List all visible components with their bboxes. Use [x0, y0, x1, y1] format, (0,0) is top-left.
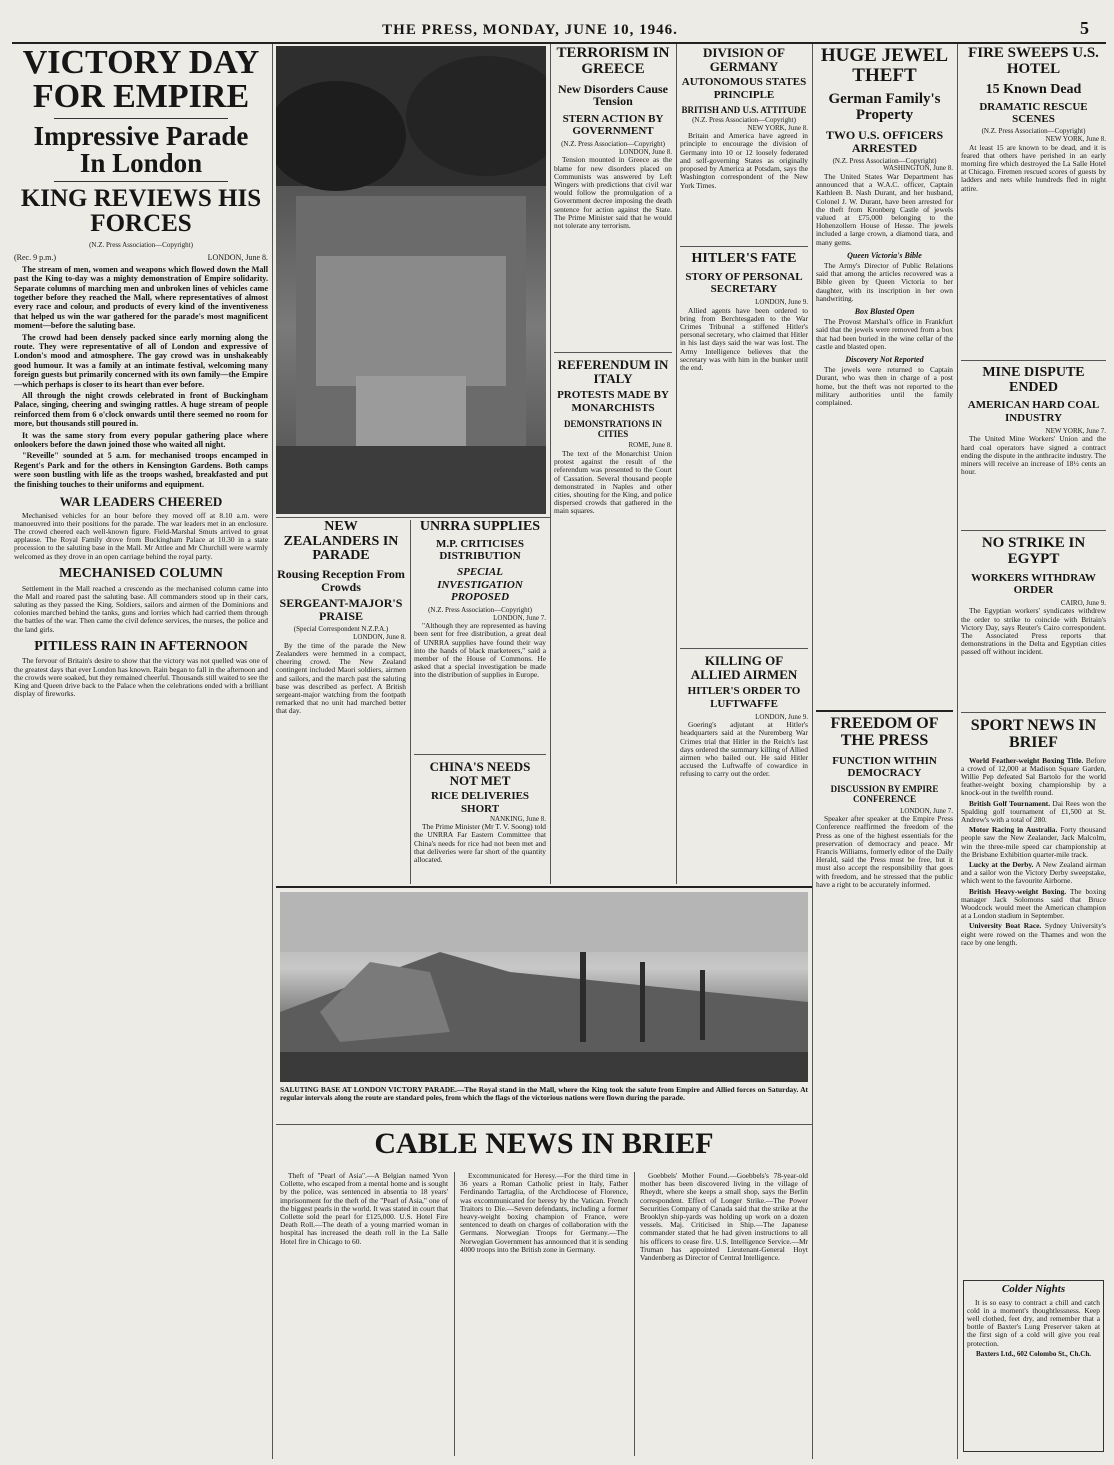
column-rule [454, 1172, 455, 1456]
paragraph: Allied agents have been ordered to bring from Berchtesgaden to the War Crimes Tribunal a stiffened Hitler's personal secretary, who claimed that Hitler in his last days said the war was lost. The Army Intelligence believes that the secretary was with him in the bunker until the end. [680, 305, 808, 373]
paragraph: "Reveille" sounded at 5 a.m. for mechanised troops encamped in Regent's Park and for the others in Kensington Gardens. Both camps were soon bustling with life as the troops washed, breakfasted and put the finishing touches to their uniforms and equipment. [14, 451, 268, 489]
parade-photo [276, 46, 546, 514]
paragraph: The Prime Minister (Mr T. V. Soong) told the UNRRA Far Eastern Committee that China's needs for rice had not been met and that deliveries were far short of the quantity allocated. [414, 822, 546, 865]
china-body [414, 823, 546, 864]
column-rule [676, 44, 677, 884]
paragraph: The Provost Marshal's office in Frankfurt said that the jewels were removed from a box that had been buried in the wine cellar of the castle and blasted open. [816, 317, 953, 351]
divider [961, 712, 1106, 713]
divider [54, 118, 228, 119]
column-rule [410, 520, 411, 884]
fire-body [961, 144, 1106, 193]
hitler-body [680, 307, 808, 373]
dateline: LONDON, June 9. [755, 712, 808, 721]
dateline: LONDON, June 7. [493, 613, 546, 622]
egypt-headline: NO STRIKE IN EGYPT [981, 536, 1086, 567]
referendum-sub: PROTESTS MADE BY MONARCHISTS [557, 389, 669, 414]
saluting-base-art [280, 892, 808, 1082]
nz-parade-body [276, 642, 406, 716]
paragraph: Speaker after speaker at the Empire Press Conference reaffirmed the freedom of the Press as one of the highest essentials for the preservation of democracy and peace. Mr Francis Williams, formerly editor of the Daily Herald, said the Press must be free, but it must also accept the responsibility that goes with freedom, and he stressed that the public have a right to be accurately informed. [816, 814, 953, 889]
jewel-box-body [816, 318, 953, 351]
paragraph: The text of the Monarchist Union protest against the result of the referendum was presented to the Court of Cassation. Several thousand people demonstrated in Naples and other cities, shouting for the King, and police dispersed crowds that gathered in the main squares. [554, 448, 672, 516]
cable-headline: CABLE NEWS IN BRIEF [374, 1128, 714, 1160]
referendum-sub2: DEMONSTRATIONS IN CITIES [563, 418, 663, 439]
germany-body [680, 132, 808, 189]
egypt-sub: WORKERS WITHDRAW ORDER [971, 571, 1096, 597]
divider [54, 181, 228, 182]
press-credit: (N.Z. Press Association—Copyright) [981, 127, 1086, 136]
dateline: CAIRO, June 9. [1060, 598, 1106, 607]
paragraph: At least 15 are known to be dead, and it is feared that others have perished in an early morning fire which destroyed the La Salle Hotel at Chicago. Firemen rescued scores of guests by ladders and nets while hundreds fled in night attire. [961, 142, 1106, 193]
airmen-body [680, 721, 808, 778]
mine-headline: MINE DISPUTE ENDED [982, 366, 1085, 395]
pitiless-subhead: PITILESS RAIN IN AFTERNOON [34, 638, 248, 654]
jewel-article [816, 46, 953, 706]
mine-sub: AMERICAN HARD COAL INDUSTRY [967, 399, 1100, 425]
victory-deck: Impressive Parade [33, 121, 249, 151]
sport-item: Dai Rees won the Spalding golf tournament of £1,500 at St. Andrew's with a total of 280. [961, 798, 1106, 825]
freedom-headline: FREEDOM OF THE PRESS [830, 716, 939, 749]
freedom-article [816, 716, 953, 1456]
paragraph: Excommunicated for Heresy.—For the third time in 36 years a Roman Catholic priest in Italy, Father Ferdinando Tartaglia, of the Archdiocese of Florence, was excommunicated for heresy by the Vatican. French Traitors to Die.—Seven defendants, including a former heavy-weight boxing champion of France, were sentenced to death on charges of collaboration with the Germans. Norwegian Troops for Germany.—The Norwegian Government has announced that it is sending 4000 troops into the British zone in Germany. [460, 1172, 628, 1254]
sport-item-head: Motor Racing in Australia. [969, 825, 1058, 835]
terrorism-headline: TERRORISM IN GREECE [556, 46, 670, 77]
saluting-base-photo [280, 892, 808, 1082]
column-rule [957, 44, 958, 1459]
sport-item-head: Lucky at the Derby. [969, 860, 1034, 870]
referendum-body [554, 450, 672, 516]
paragraph: The United States War Department has announced that a W.A.C. officer, Captain Kathleen B. Nash Durant, and her husband, Colonel J. W. Durant, have been arrested for the theft from Kronberg Castle of jewels valued at £75,000 belonging to the Hohenzollern House of Hesse. The jewels included a large crown, a diamond tiara, and many gems. [816, 171, 953, 247]
terrorism-body [554, 156, 672, 230]
paragraph: Theft of "Pearl of Asia".—A Belgian named Yvon Collette, who escaped from a mental home and is sought by the police, was sentenced in absentia to 18 years' imprisonment for the theft of the "Pearl of Asia," one of the biggest pearls in the world. It was stated in court that Collette sold the pearl for £125,000. U.S. Hotel Fire Death Roll.—The death of a young married woman in hospital has increased the death roll in the La Salle Hotel fire in Chicago to 60. [280, 1172, 448, 1246]
divider [961, 360, 1106, 361]
paragraph: Goebbels' Mother Found.—Goebbels's 78-year-old mother has been discovered living in the village of Rheydt, where she keeps a small shop, says the Berlin correspondent. Effect of Longer Strike.—The Power Securities Company of Canada said that the strike at the Brooklyn ship-yards was holding up work on a dozen vessels. Maj. Criticised in Ship.—The Japanese commander stated that he had given instructions to all his officers to cease fire. U.S. Intelligence Service.—Mr Truman has appointed Lieutenant-General Hoyt Vandenberg as Director of Central Intelligence. [640, 1172, 808, 1263]
china-article [414, 760, 546, 882]
paragraph: The jewels were returned to Captain Durant, who was then in charge of a post home, but the theft was not reported to the military authorities until the family complained. [816, 365, 953, 407]
victory-headline-2: FOR EMPIRE [32, 78, 250, 115]
paragraph: Tension mounted in Greece as the blame for new disorders placed on Communists was answered by Left Wingers with predictions that civil war would follow the promulgation of a Government decree imposing the death sentence for action against the State. The Prime Minister said that he would not tolerate any terrorism. [554, 155, 672, 230]
sport-item: Sydney University's eight were rowed on the Thames and won the race by one length. [961, 921, 1106, 947]
divider [554, 352, 672, 353]
unrra-headline: UNRRA SUPPLIES [419, 520, 541, 534]
paragraph: By the time of the parade the New Zealanders were hemmed in a compact, cheering crowd. The New Zealand contingent included Maori soldiers, airmen and sailors, and the march past the saluting base was described as perfect. A British sergeant-major watching from the footpath remarked that no unit had marched better that day. [276, 640, 406, 716]
masthead-rule [12, 42, 1106, 44]
airmen-headline: KILLING OF ALLIED AIRMEN [690, 654, 798, 682]
victory-deck-2: In London [79, 148, 203, 178]
jewel-subhead-box: Box Blasted Open [854, 306, 915, 316]
sport-item-head: British Golf Tournament. [969, 798, 1051, 808]
unrra-body [414, 622, 546, 679]
sport-item-head: University Boat Race. [969, 921, 1042, 931]
jewel-sub2: TWO U.S. OFFICERS ARRESTED [825, 128, 944, 155]
press-credit: (N.Z. Press Association—Copyright) [428, 605, 532, 614]
cable-col-1 [280, 1172, 448, 1456]
mechanised-body [14, 585, 268, 634]
sport-body [961, 757, 1106, 947]
sport-item-head: British Heavy-weight Boxing. [969, 886, 1067, 896]
divider [816, 710, 953, 712]
unrra-article [414, 520, 546, 750]
dateline: LONDON, June 8. [619, 147, 672, 156]
column-rule [272, 44, 273, 1459]
dateline: NEW YORK, June 8. [747, 123, 808, 132]
sport-article [961, 718, 1106, 1274]
dateline: LONDON, June 8. [207, 252, 268, 262]
press-credit: (N.Z. Press Association—Copyright) [692, 115, 796, 124]
paragraph: The Army's Director of Public Relations said that among the articles recovered was a Bible given by Queen Victoria to her daughter, with its inscription in her own handwriting. [816, 260, 953, 303]
victory-headline: VICTORY DAY [22, 46, 260, 81]
press-credit: (N.Z. Press Association—Copyright) [89, 241, 193, 249]
divider [680, 246, 808, 247]
airmen-article [680, 654, 808, 882]
mechanised-subhead: MECHANISED COLUMN [59, 565, 223, 581]
divider [276, 1124, 812, 1125]
ad-headline: Colder Nights [1001, 1283, 1066, 1295]
fire-sub2: DRAMATIC RESCUE SCENES [979, 101, 1088, 125]
china-headline: CHINA'S NEEDS NOT MET [429, 760, 531, 788]
page-number: 5 [1080, 18, 1089, 38]
jewel-subhead-bible: Queen Victoria's Bible [847, 250, 922, 260]
paragraph: Goering's adjutant at Hitler's headquarters said at the Nuremberg War Crimes trial that Hitler in the Reich's last days ordered the summary killing of Allied airmen who bailed out. He said Hitler accused the Luftwaffe of cowardice in refusing to carry out the order. [680, 720, 808, 779]
sport-item: Before a crowd of 12,000 at Madison Square Garden, Willie Pep defeated Sal Bartolo for the world feather-weight boxing championship by a knock-out in the twelfth round. [961, 755, 1106, 798]
colder-nights-ad [963, 1280, 1104, 1452]
hitler-sub: STORY OF PERSONAL SECRETARY [685, 270, 803, 296]
germany-headline: DIVISION OF GERMANY [703, 46, 785, 74]
masthead: THE PRESS, MONDAY, JUNE 10, 1946. [382, 22, 678, 38]
germany-sub: AUTONOMOUS STATES PRINCIPLE [681, 76, 807, 101]
china-sub: RICE DELIVERIES SHORT [430, 790, 530, 815]
paragraph: Settlement in the Mall reached a crescendo as the mechanised column came into the Mall and roared past the saluting base. All commanders stood up in their cars, saluting as they passed the King. Soldiers, sailors and airmen of the Dominions and colonies marched behind the tanks, guns and lorries which had carried them through the battles of the war. Then came the civil defence services, the nurses, the police and the land girls. [14, 583, 268, 634]
dateline: NANKING, June 8. [490, 814, 546, 823]
fire-headline: FIRE SWEEPS U.S. HOTEL [968, 46, 1099, 77]
victory-deck-3: KING REVIEWS HIS [20, 185, 262, 212]
photo-caption: SALUTING BASE AT LONDON VICTORY PARADE.—The Royal stand in the Mall, where the King took the salute from Empire and Allied forces on Saturday. At regular intervals along the route are standard poles, from which the flags of the victorious nations were flown during the parade. [280, 1086, 808, 1103]
terrorism-article [554, 46, 672, 346]
nz-parade-article [276, 520, 406, 880]
nz-parade-sub: Rousing Reception From Crowds [277, 567, 405, 594]
jewel-headline: HUGE JEWEL THEFT [820, 46, 949, 86]
war-leaders-body [14, 512, 268, 561]
paragraph: The crowd had been densely packed since early morning along the route. They were representative of all of London and expressive of London's mood and atmosphere. The gay crowd was in unshakeably good humour. It was a family at an intimate festival, welcoming many foreign guests but primarily concerned with its own family—the Empire—which perhaps is closer to its heart than ever before. [14, 332, 268, 389]
sport-item: Forty thousand people saw the New Zealander, Jack Malcolm, win the three-mile speed car championship at the Brisbane Exhibition quarter-mile track. [961, 825, 1106, 859]
column-rule [550, 44, 551, 884]
egypt-article [961, 536, 1106, 708]
jewel-body [816, 173, 953, 247]
hitler-article [680, 252, 808, 644]
dateline: LONDON, June 7. [900, 806, 953, 815]
paragraph: Mechanised vehicles for an hour before they moved off at 8.10 a.m. were manoeuvred into their positions for the parade. The war leaders met in an enclosure. The crowd cheered each well-known figure. Field-Marshal Smuts arrived to great applause. The Royal Family drove from Buckingham Palace at 10.30 in a state procession to the saluting base in the Mall. Mr Attlee and Mr Churchill were warmly welcomed as they drove in an open carriage behind the royal party. [14, 510, 268, 561]
parade-photo-art [276, 46, 546, 514]
war-leaders-subhead: WAR LEADERS CHEERED [59, 494, 223, 510]
paragraph: The stream of men, women and weapons which flowed down the Mall past the King to-day was a mighty demonstration of Empire solidarity. Separate columns of marching men and unbroken lines of vehicles came together before they reached the Mall, where representatives of almost every race and colour, and products of every kind of the inventiveness that helped us win the war gathered for the parade's most magnificent moment—before the saluting base. [14, 264, 268, 331]
germany-article [680, 46, 808, 242]
sport-item: A New Zealand airman and a sailor won the Victory Derby sweepstake, which went to the favourite Airborne. [961, 860, 1106, 886]
dateline: NEW YORK, June 8. [1045, 134, 1106, 143]
victory-article [14, 46, 268, 1456]
freedom-body [816, 815, 953, 889]
press-credit: (N.Z. Press Association—Copyright) [561, 139, 665, 148]
referendum-article [554, 358, 672, 882]
nz-parade-sub2: SERGEANT-MAJOR'S PRAISE [279, 596, 403, 623]
pitiless-body [14, 657, 268, 698]
ad-body [967, 1299, 1100, 1348]
egypt-body [961, 607, 1106, 656]
cable-col-3 [640, 1172, 808, 1456]
dateline: LONDON, June 9. [755, 297, 808, 306]
dateline-rec: (Rec. 9 p.m.) [14, 252, 56, 262]
sport-item: The boxing manager Jack Solomons said that Bruce Woodcock would meet the American champion at a London stadium in September. [961, 886, 1106, 921]
dateline: ROME, June 8. [628, 441, 672, 450]
paragraph: The Egyptian workers' syndicates withdrew the order to strike to coincide with Britain's Victory Day, says Reuter's Cairo correspondent. The Associated Press reports that demonstrations in the Delta and Egyptian cities passed off without incident. [961, 606, 1106, 657]
freedom-sub: FUNCTION WITHIN DEMOCRACY [832, 754, 937, 780]
sport-item-head: World Feather-weight Boxing Title. [969, 755, 1084, 765]
divider [276, 886, 812, 888]
germany-sub2: BRITISH AND U.S. ATTITUDE [681, 104, 807, 115]
jewel-discovery-body [816, 366, 953, 407]
hitler-headline: HITLER'S FATE [691, 252, 797, 266]
unrra-sub2: SPECIAL INVESTIGATION PROPOSED [437, 565, 523, 604]
paragraph: It is so easy to contract a chill and catch cold in a moment's thoughtlessness. Keep well clothed, feet dry, and remember that a bottle of Baxter's Lung Preserver taken at the first sign of a cold will give you real protection. [967, 1297, 1100, 1348]
freedom-sub2: DISCUSSION BY EMPIRE CONFERENCE [830, 783, 939, 805]
divider [961, 530, 1106, 531]
divider [680, 648, 808, 649]
jewel-sub: German Family's Property [828, 90, 941, 123]
sport-headline: SPORT NEWS IN BRIEF [970, 718, 1097, 751]
paragraph: It was the same story from every popular gathering place where onlookers before the dawn joined those who waited all night. [14, 430, 268, 449]
column-rule [812, 44, 813, 1459]
victory-deck-4: FORCES [90, 210, 192, 237]
press-credit: (Special Correspondent N.Z.P.A.) [293, 625, 389, 634]
column-rule [634, 1172, 635, 1456]
divider [414, 754, 546, 755]
paragraph: Britain and America have agreed in principle to encourage the division of Germany into 10 or 12 loosely federated and self-governing States as originally proposed by America at Potsdam, says the Washington correspondent of the New York Times. [680, 131, 808, 190]
fire-sub: 15 Known Dead [985, 81, 1082, 97]
paragraph: The United Mine Workers' Union and the hard coal operators have signed a contract ending the dispute in the anthracite industry. The miners will receive an increase of 18½ cents an hour. [961, 434, 1106, 477]
mine-body [961, 435, 1106, 476]
terrorism-sub2: STERN ACTION BY GOVERNMENT [562, 112, 664, 138]
press-credit: (N.Z. Press Association—Copyright) [832, 156, 937, 165]
referendum-headline: REFERENDUM IN ITALY [557, 358, 669, 386]
jewel-bible-body [816, 262, 953, 303]
cable-col-2 [460, 1172, 628, 1456]
ad-signature: Baxters Ltd., 602 Colombo St., Ch.Ch. [976, 1349, 1091, 1358]
mine-article [961, 366, 1106, 526]
paragraph: All through the night crowds celebrated in front of Buckingham Palace, singing, cheering and swinging rattles. A huge stream of people reinforced them from 6 o'clock onwards until there seemed no room for more, but thousands still poured in. [14, 390, 268, 429]
airmen-sub: HITLER'S ORDER TO LUFTWAFFE [687, 685, 801, 710]
divider [276, 517, 550, 518]
jewel-subhead-discovery: Discovery Not Reported [845, 354, 924, 364]
dateline: NEW YORK, June 7. [1045, 426, 1106, 435]
unrra-sub: M.P. CRITICISES DISTRIBUTION [436, 537, 524, 563]
victory-lead [14, 265, 268, 489]
nz-parade-headline: NEW ZEALANDERS IN PARADE [283, 520, 399, 564]
paragraph: The fervour of Britain's desire to show that the victory was not quelled was one of the greatest days that ever London has known. Rain began to fall in the afternoon and the crowds were soaked, but they remained cheerful. Thousands still waited to see the King and Queen drive back to the Palace when the celebrations ended with a brilliant display of fireworks. [14, 656, 268, 699]
terrorism-sub: New Disorders Cause Tension [558, 81, 668, 109]
fire-article [961, 46, 1106, 356]
dateline: WASHINGTON, June 8. [883, 164, 953, 173]
dateline: LONDON, June 8. [353, 633, 406, 642]
paragraph: "Although they are represented as having been sent for free distribution, a great deal of UNRRA supplies have found their way into the hands of black marketeers," said a member of the House of Commons. He asked that a special investigation be made into the distribution of supplies in Europe. [414, 621, 546, 680]
